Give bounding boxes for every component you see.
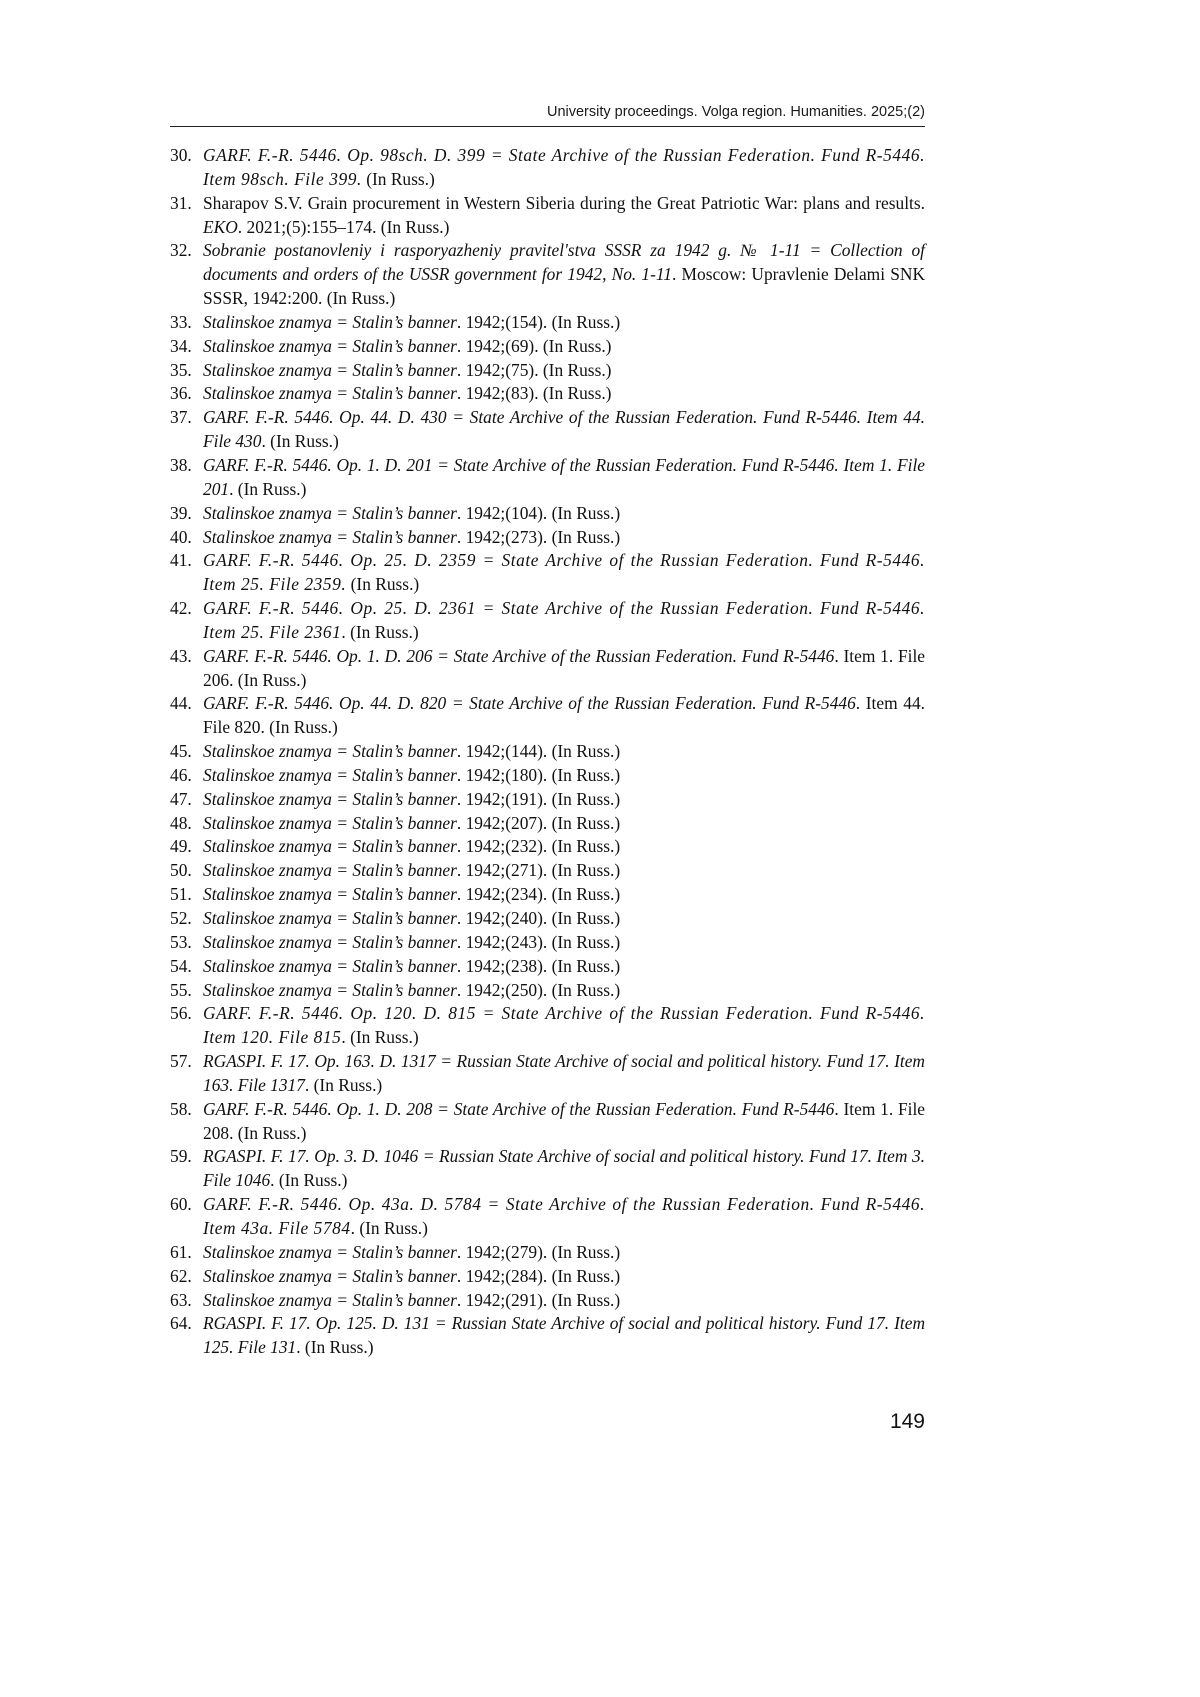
reference-item <box>170 788 925 812</box>
reference-number: 31. <box>170 192 192 213</box>
reference-item <box>170 1241 925 1265</box>
reference-details: (In Russ.) <box>361 168 435 189</box>
reference-number: 58. <box>170 1098 192 1119</box>
reference-number: 53. <box>170 931 192 952</box>
reference-item <box>170 311 925 335</box>
reference-number: 35. <box>170 359 192 380</box>
reference-item <box>170 406 925 454</box>
reference-number: 44. <box>170 693 192 714</box>
reference-number: 57. <box>170 1051 192 1072</box>
reference-title: Stalinskoe znamya = Stalin’s banner <box>203 741 457 762</box>
reference-details: . (In Russ.) <box>304 1074 383 1095</box>
reference-title: Stalinskoe znamya = Stalin’s banner <box>203 1265 457 1286</box>
reference-number: 36. <box>170 383 192 404</box>
reference-item <box>170 1050 925 1098</box>
reference-details: . 1942;(291). (In Russ.) <box>456 1289 621 1310</box>
reference-details: . (In Russ.) <box>261 431 339 452</box>
reference-title: Stalinskoe znamya = Stalin’s banner <box>203 335 457 356</box>
reference-number: 51. <box>170 884 192 905</box>
reference-details: . 1942;(207). (In Russ.) <box>456 812 621 833</box>
reference-item <box>170 1193 925 1241</box>
reference-number: 33. <box>170 311 192 332</box>
reference-title: Stalinskoe znamya = Stalin’s banner <box>203 836 457 857</box>
reference-details: . 1942;(243). (In Russ.) <box>456 931 621 952</box>
reference-details: . 1942;(191). (In Russ.) <box>456 788 621 809</box>
reference-title: GARF. F.-R. 5446. Op. 1. D. 208 = State Archive of the Russian Federation. Fund R-5446 <box>203 1098 835 1119</box>
reference-number: 41. <box>170 550 192 571</box>
reference-number: 39. <box>170 502 192 523</box>
reference-title: Stalinskoe znamya = Stalin’s banner <box>203 1241 457 1262</box>
reference-title: Stalinskoe znamya = Stalin’s banner <box>203 788 457 809</box>
reference-item <box>170 502 925 526</box>
reference-details: . 1942;(279). (In Russ.) <box>456 1241 621 1262</box>
reference-number: 62. <box>170 1265 192 1286</box>
reference-item <box>170 1098 925 1146</box>
reference-details: . 1942;(69). (In Russ.) <box>456 335 612 356</box>
reference-details: (In Russ.) <box>346 574 420 595</box>
reference-list <box>170 144 925 1360</box>
reference-item <box>170 549 925 597</box>
reference-item <box>170 931 925 955</box>
reference-item <box>170 597 925 645</box>
reference-details: . 1942;(284). (In Russ.) <box>456 1265 621 1286</box>
reference-title: Stalinskoe znamya = Stalin’s banner <box>203 764 457 785</box>
reference-title: Stalinskoe znamya = Stalin’s banner <box>203 955 457 976</box>
reference-number: 49. <box>170 836 192 857</box>
reference-number: 37. <box>170 407 192 428</box>
reference-number: 56. <box>170 1003 192 1024</box>
reference-number: 64. <box>170 1313 192 1334</box>
reference-title: Stalinskoe znamya = Stalin’s banner <box>203 526 457 547</box>
reference-item <box>170 740 925 764</box>
reference-details: . (In Russ.) <box>270 1170 348 1191</box>
reference-title: RGASPI. F. 17. Op. 163. D. 1317 = Russian State Archive of social and political history. Fund 17. Item 163. File 1317 <box>203 1051 925 1095</box>
reference-number: 34. <box>170 335 192 356</box>
reference-details: . Item 1. File 206. (In Russ.) <box>203 645 926 690</box>
reference-details: . 2021;(5):155–174. (In Russ.) <box>237 216 450 237</box>
reference-number: 40. <box>170 526 192 547</box>
reference-title: GARF. F.-R. 5446. Op. 98sch. D. 399 = State Archive of the Russian Federation. Fund R-5446. Item 98sch. File 399. <box>203 145 925 189</box>
reference-details: . (In Russ.) <box>350 1217 428 1238</box>
reference-title: Stalinskoe znamya = Stalin’s banner <box>203 812 457 833</box>
reference-item <box>170 883 925 907</box>
reference-item <box>170 1289 925 1313</box>
reference-details: . 1942;(238). (In Russ.) <box>456 955 621 976</box>
reference-number: 32. <box>170 240 192 261</box>
reference-number: 43. <box>170 645 192 666</box>
reference-title: GARF. F.-R. 5446. Op. 120. D. 815 = State Archive of the Russian Federation. Fund R-5446. Item 120. File 815 <box>203 1003 925 1048</box>
reference-number: 47. <box>170 788 192 809</box>
reference-item <box>170 382 925 406</box>
reference-item <box>170 526 925 550</box>
reference-item <box>170 192 925 240</box>
reference-item <box>170 1002 925 1050</box>
reference-item <box>170 239 925 311</box>
reference-details: . Item 44. File 820. (In Russ.) <box>203 693 925 738</box>
reference-number: 42. <box>170 598 192 619</box>
reference-details: . 1942;(104). (In Russ.) <box>456 502 621 523</box>
reference-title: Stalinskoe znamya = Stalin’s banner <box>203 383 457 404</box>
reference-item <box>170 335 925 359</box>
reference-number: 45. <box>170 741 192 762</box>
reference-number: 60. <box>170 1194 192 1215</box>
reference-details: . 1942;(232). (In Russ.) <box>456 836 621 857</box>
reference-details: . 1942;(154). (In Russ.) <box>456 311 621 332</box>
running-header: University proceedings. Volga region. Humanities. 2025;(2) <box>546 104 925 120</box>
reference-item <box>170 1312 925 1360</box>
reference-number: 38. <box>170 454 192 475</box>
reference-item <box>170 979 925 1003</box>
reference-details: . 1942;(144). (In Russ.) <box>456 741 621 762</box>
reference-item <box>170 454 925 502</box>
reference-details: . 1942;(180). (In Russ.) <box>456 764 621 785</box>
reference-item <box>170 835 925 859</box>
reference-number: 30. <box>170 145 192 165</box>
reference-title: EKO <box>203 216 238 237</box>
reference-details: . (In Russ.) <box>341 1027 419 1048</box>
reference-number: 50. <box>170 860 192 881</box>
reference-number: 59. <box>170 1146 192 1167</box>
reference-item <box>170 812 925 836</box>
reference-number: 48. <box>170 812 192 833</box>
reference-title: Stalinskoe znamya = Stalin’s banner <box>203 979 457 1000</box>
reference-title: Stalinskoe znamya = Stalin’s banner <box>203 931 457 952</box>
reference-number: 61. <box>170 1241 192 1262</box>
reference-number: 55. <box>170 979 192 1000</box>
reference-details: . 1942;(273). (In Russ.) <box>456 526 621 547</box>
reference-details: . Moscow: Upravlenie Delami SNK SSSR, 1942:200. (In Russ.) <box>203 264 925 309</box>
page-number: 149 <box>889 1410 925 1433</box>
reference-details: . (In Russ.) <box>341 621 419 642</box>
reference-title: GARF. F.-R. 5446. Op. 25. D. 2359 = State Archive of the Russian Federation. Fund R-5446. Item 25. File 2359. <box>203 550 925 595</box>
header-rule <box>170 126 925 127</box>
reference-details: . 1942;(234). (In Russ.) <box>456 884 621 905</box>
reference-text: Sharapov S.V. Grain procurement in Western Siberia during the Great Patriotic War: plans and results. <box>203 192 925 213</box>
reference-details: . Item 1. File 208. (In Russ.) <box>203 1098 926 1143</box>
reference-details: . 1942;(271). (In Russ.) <box>456 860 621 881</box>
reference-item <box>170 859 925 883</box>
reference-title: Stalinskoe znamya = Stalin’s banner <box>203 311 457 332</box>
reference-title: Stalinskoe znamya = Stalin’s banner <box>203 860 457 881</box>
reference-number: 63. <box>170 1289 192 1310</box>
reference-item <box>170 645 925 693</box>
reference-item <box>170 359 925 383</box>
reference-item <box>170 1145 925 1193</box>
reference-details: . (In Russ.) <box>229 478 307 499</box>
reference-title: GARF. F.-R. 5446. Op. 44. D. 430 = State Archive of the Russian Federation. Fund R-5446. Item 44. File 430 <box>203 407 925 452</box>
reference-title: GARF. F.-R. 5446. Op. 44. D. 820 = State Archive of the Russian Federation. Fund R-5446 <box>203 693 856 714</box>
reference-title: Stalinskoe znamya = Stalin’s banner <box>203 884 457 905</box>
reference-title: GARF. F.-R. 5446. Op. 1. D. 201 = State Archive of the Russian Federation. Fund R-5446. Item 1. File 201 <box>203 454 925 499</box>
reference-details: . (In Russ.) <box>296 1337 374 1358</box>
reference-title: Stalinskoe znamya = Stalin’s banner <box>203 1289 457 1310</box>
reference-title: Stalinskoe znamya = Stalin’s banner <box>203 502 457 523</box>
reference-number: 54. <box>170 955 192 976</box>
reference-title: GARF. F.-R. 5446. Op. 1. D. 206 = State Archive of the Russian Federation. Fund R-5446 <box>203 645 835 666</box>
reference-details: . 1942;(75). (In Russ.) <box>456 359 612 380</box>
reference-title: GARF. F.-R. 5446. Op. 25. D. 2361 = State Archive of the Russian Federation. Fund R-5446. Item 25. File 2361 <box>203 598 925 642</box>
reference-title: RGASPI. F. 17. Op. 3. D. 1046 = Russian State Archive of social and political history. Fund 17. Item 3. File 1046 <box>203 1146 925 1191</box>
reference-details: . 1942;(83). (In Russ.) <box>456 383 612 404</box>
reference-number: 46. <box>170 764 192 785</box>
reference-item <box>170 144 925 192</box>
reference-details: . 1942;(250). (In Russ.) <box>456 979 621 1000</box>
reference-number: 52. <box>170 908 192 928</box>
reference-item <box>170 955 925 979</box>
reference-title: Stalinskoe znamya = Stalin’s banner <box>203 908 457 928</box>
reference-title: Sobranie postanovleniy i rasporyazheniy pravitel'stva SSSR za 1942 g. № 1-11 = Collection of documents and orders of the USSR government for 1942, No. 1-11 <box>203 240 925 285</box>
reference-details: . 1942;(240). (In Russ.) <box>456 908 621 928</box>
reference-item <box>170 692 925 740</box>
reference-title: GARF. F.-R. 5446. Op. 43a. D. 5784 = State Archive of the Russian Federation. Fund R-5446. Item 43a. File 5784 <box>203 1194 925 1238</box>
reference-title: Stalinskoe znamya = Stalin’s banner <box>203 359 457 380</box>
reference-item <box>170 907 925 931</box>
reference-item <box>170 1265 925 1289</box>
reference-item <box>170 764 925 788</box>
reference-title: RGASPI. F. 17. Op. 125. D. 131 = Russian State Archive of social and political history. Fund 17. Item 125. File 131 <box>203 1313 925 1358</box>
